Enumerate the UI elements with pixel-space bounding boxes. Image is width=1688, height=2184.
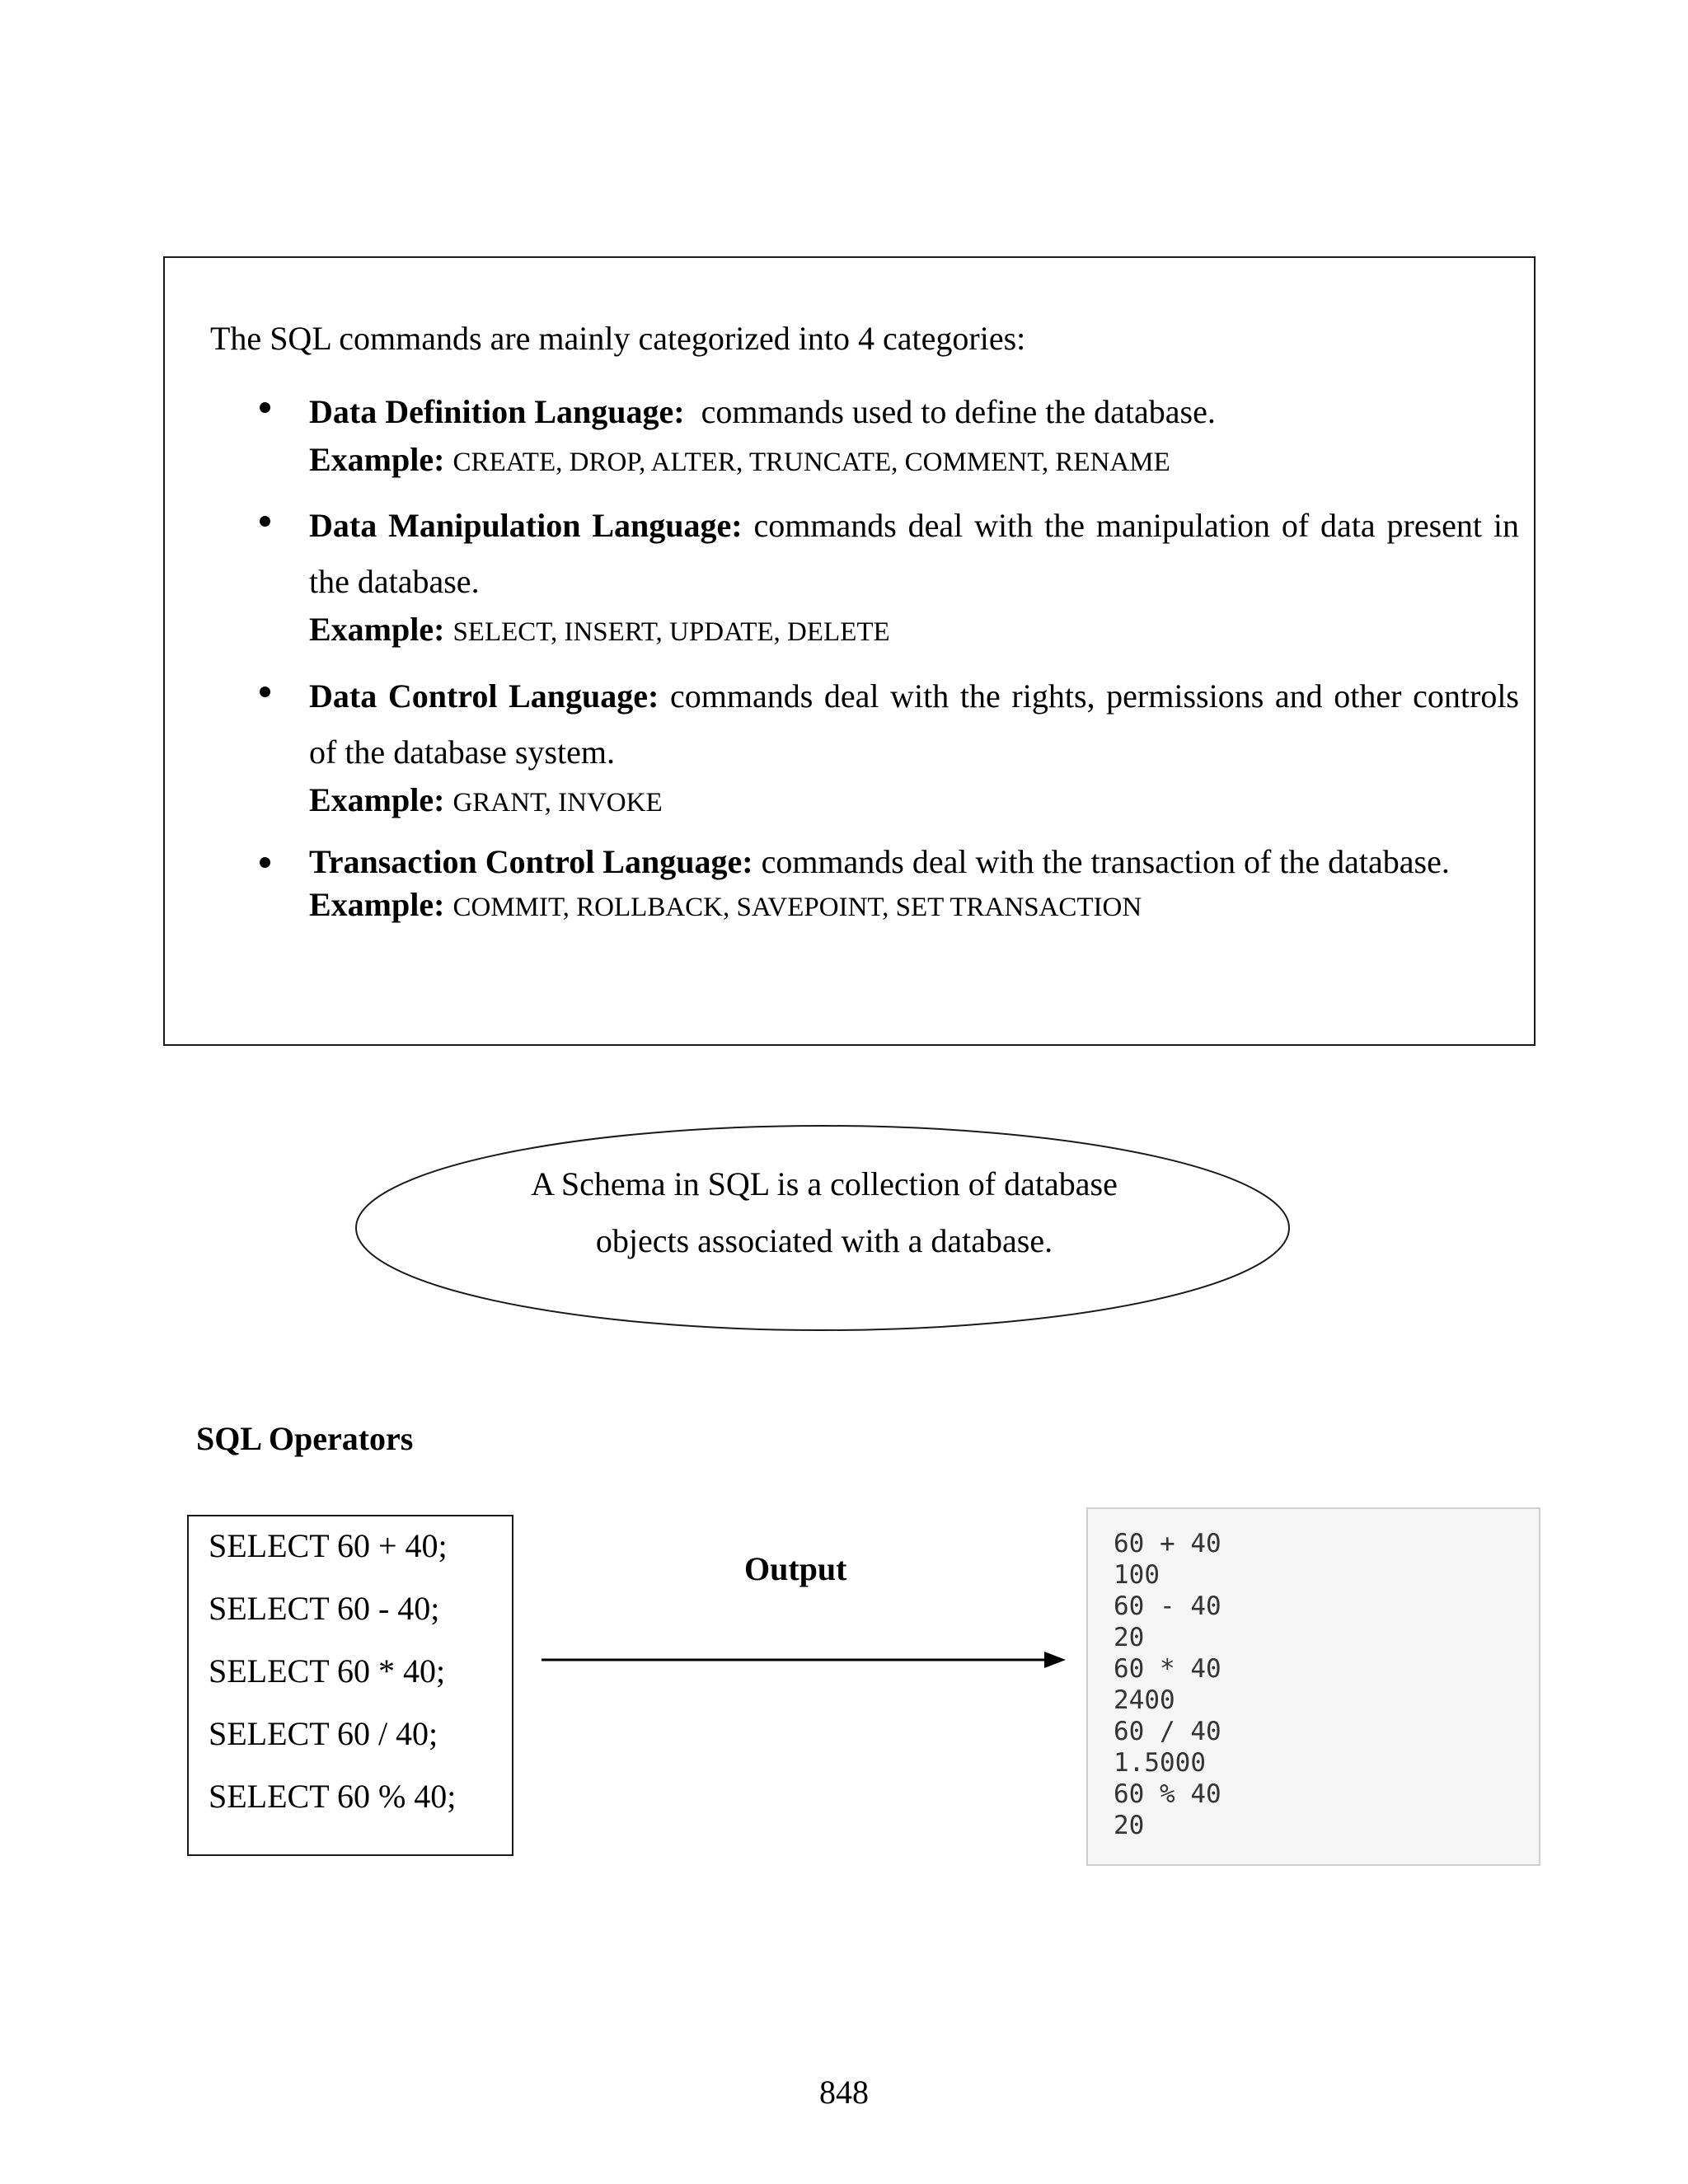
result-line: 60 % 40 (1114, 1779, 1221, 1809)
example-label: Example: (309, 441, 445, 478)
bullet-icon (260, 516, 270, 527)
category-term: Data Manipulation Language: (309, 507, 743, 544)
category-description: commands used to define the database. (701, 393, 1216, 430)
output-label: Output (744, 1550, 847, 1587)
categories-intro: The SQL commands are mainly categorized into 4 categories: (210, 320, 1026, 357)
category-definition (309, 498, 1519, 610)
query-line: SELECT 60 % 40; (209, 1778, 457, 1815)
example-value: COMMIT, ROLLBACK, SAVEPOINT, SET TRANSACTION (452, 893, 1142, 922)
query-line: SELECT 60 + 40; (209, 1527, 448, 1564)
result-line: 20 (1114, 1623, 1145, 1652)
example-label: Example: (309, 611, 445, 648)
category-definition (309, 384, 1519, 440)
category-example (309, 440, 1519, 482)
category-description: commands deal with the rights, permissions and other controls of the database system. (309, 677, 1519, 771)
example-value: SELECT, INSERT, UPDATE, DELETE (452, 617, 890, 647)
category-definition (309, 668, 1519, 780)
category-term: Transaction Control Language: (309, 843, 753, 880)
arrow-right-icon (540, 1647, 1067, 1673)
result-line: 20 (1114, 1811, 1145, 1840)
category-description: commands deal with the transaction of the database. (761, 843, 1450, 880)
sql-operators-heading: SQL Operators (196, 1420, 414, 1457)
query-line: SELECT 60 / 40; (209, 1715, 438, 1752)
result-line: 100 (1114, 1560, 1160, 1590)
schema-note (495, 1155, 1154, 1269)
category-term: Data Control Language: (309, 677, 659, 715)
bullet-icon (260, 857, 270, 868)
category-example (309, 780, 1519, 823)
category-example (309, 885, 1519, 927)
category-description: commands deal with the manipulation of data present in the database. (309, 507, 1520, 600)
category-definition (309, 839, 1519, 885)
example-value: CREATE, DROP, ALTER, TRUNCATE, COMMENT, RENAME (452, 448, 1170, 477)
result-line: 1.5000 (1114, 1748, 1206, 1778)
result-line: 60 * 40 (1114, 1654, 1221, 1684)
query-box (187, 1515, 513, 1856)
bullet-icon (260, 687, 270, 697)
query-line: SELECT 60 * 40; (209, 1652, 446, 1690)
result-line: 60 / 40 (1114, 1717, 1221, 1746)
example-value: GRANT, INVOKE (452, 788, 663, 818)
output-result-box (1086, 1507, 1540, 1866)
result-line: 60 - 40 (1114, 1591, 1221, 1621)
category-term: Data Definition Language: (309, 393, 685, 430)
result-line: 60 + 40 (1114, 1529, 1221, 1558)
query-line: SELECT 60 - 40; (209, 1590, 440, 1627)
sql-categories-box (163, 256, 1536, 1046)
schema-note-line: A Schema in SQL is a collection of database (531, 1165, 1118, 1202)
page-number: 848 (819, 2074, 869, 2111)
bullet-icon (260, 402, 270, 413)
example-label: Example: (309, 781, 445, 818)
schema-note-line: objects associated with a database. (595, 1222, 1053, 1259)
category-example (309, 610, 1519, 652)
example-label: Example: (309, 886, 445, 923)
result-line: 2400 (1114, 1685, 1175, 1715)
